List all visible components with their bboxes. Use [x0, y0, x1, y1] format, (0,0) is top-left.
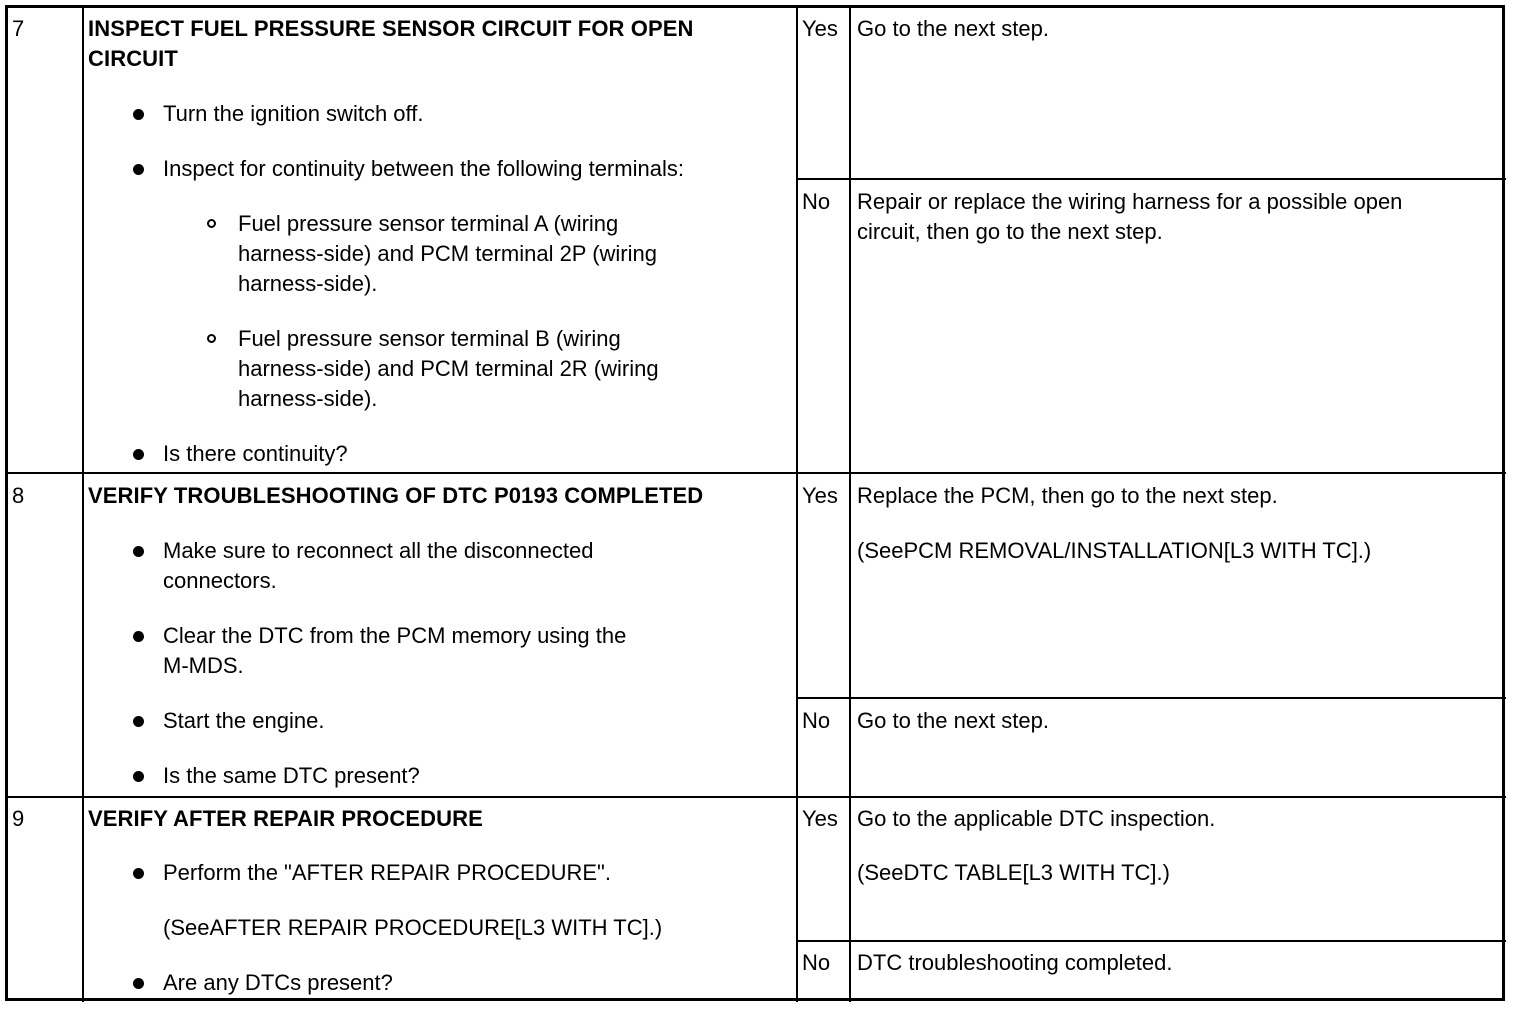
- bullet-icon: [133, 771, 144, 782]
- step-bullet: Are any DTCs present?: [163, 970, 393, 995]
- step-bullet: Is there continuity?: [163, 441, 348, 466]
- step-title: VERIFY AFTER REPAIR PROCEDURE: [88, 806, 483, 831]
- no-label: No: [802, 708, 831, 733]
- step-bullet: Perform the "AFTER REPAIR PROCEDURE".: [163, 860, 611, 885]
- bullet-icon: [133, 546, 144, 557]
- step-bullet: Turn the ignition switch off.: [163, 101, 424, 126]
- step-sub-bullet: Fuel pressure sensor terminal A (wiring: [238, 211, 619, 236]
- sub-bullet-icon: [207, 334, 216, 343]
- yes-result: Go to the next step.: [857, 16, 1050, 41]
- yes-result-reference[interactable]: (SeePCM REMOVAL/INSTALLATION[L3 WITH TC].): [857, 538, 1372, 563]
- yes-no-divider: [797, 178, 1506, 180]
- step-title: CIRCUIT: [88, 46, 178, 71]
- no-result: Go to the next step.: [857, 708, 1050, 733]
- yes-result: Go to the applicable DTC inspection.: [857, 806, 1216, 831]
- step-sub-bullet: Fuel pressure sensor terminal B (wiring: [238, 326, 621, 351]
- bullet-icon: [133, 978, 144, 989]
- step-number: 9: [12, 806, 25, 831]
- yes-result: Replace the PCM, then go to the next step.: [857, 483, 1278, 508]
- bullet-icon: [133, 868, 144, 879]
- step-bullet: Start the engine.: [163, 708, 325, 733]
- yes-result-reference[interactable]: (SeeDTC TABLE[L3 WITH TC].): [857, 860, 1170, 885]
- no-result: Repair or replace the wiring harness for a possible open: [857, 189, 1403, 214]
- yes-label: Yes: [802, 806, 838, 831]
- step-bullet: Inspect for continuity between the following terminals:: [163, 156, 684, 181]
- no-result: circuit, then go to the next step.: [857, 219, 1163, 244]
- bullet-icon: [133, 716, 144, 727]
- step-bullet: Clear the DTC from the PCM memory using the: [163, 623, 627, 648]
- step-sub-bullet: harness-side).: [238, 386, 378, 411]
- no-result: DTC troubleshooting completed.: [857, 950, 1173, 975]
- step-bullet: connectors.: [163, 568, 277, 593]
- step-number: 7: [12, 16, 25, 41]
- sub-bullet-icon: [207, 219, 216, 228]
- no-label: No: [802, 950, 831, 975]
- step-sub-bullet: harness-side) and PCM terminal 2P (wiring: [238, 241, 657, 266]
- column-divider-number: [82, 6, 84, 1002]
- yes-no-divider: [797, 697, 1506, 699]
- yes-label: Yes: [802, 16, 838, 41]
- bullet-icon: [133, 449, 144, 460]
- row-divider: [6, 796, 1506, 798]
- column-divider-action: [796, 6, 798, 1002]
- yes-no-divider: [797, 940, 1506, 942]
- bullet-icon: [133, 164, 144, 175]
- column-divider-result: [849, 6, 851, 1002]
- step-reference[interactable]: (SeeAFTER REPAIR PROCEDURE[L3 WITH TC].): [163, 915, 663, 940]
- bullet-icon: [133, 631, 144, 642]
- step-title: INSPECT FUEL PRESSURE SENSOR CIRCUIT FOR OPEN: [88, 16, 694, 41]
- step-sub-bullet: harness-side).: [238, 271, 378, 296]
- step-bullet: Make sure to reconnect all the disconnected: [163, 538, 594, 563]
- step-sub-bullet: harness-side) and PCM terminal 2R (wiring: [238, 356, 659, 381]
- step-title: VERIFY TROUBLESHOOTING OF DTC P0193 COMPLETED: [88, 483, 704, 508]
- yes-label: Yes: [802, 483, 838, 508]
- step-bullet: Is the same DTC present?: [163, 763, 420, 788]
- step-number: 8: [12, 483, 25, 508]
- row-divider: [6, 472, 1506, 474]
- no-label: No: [802, 189, 831, 214]
- step-bullet: M-MDS.: [163, 653, 244, 678]
- bullet-icon: [133, 109, 144, 120]
